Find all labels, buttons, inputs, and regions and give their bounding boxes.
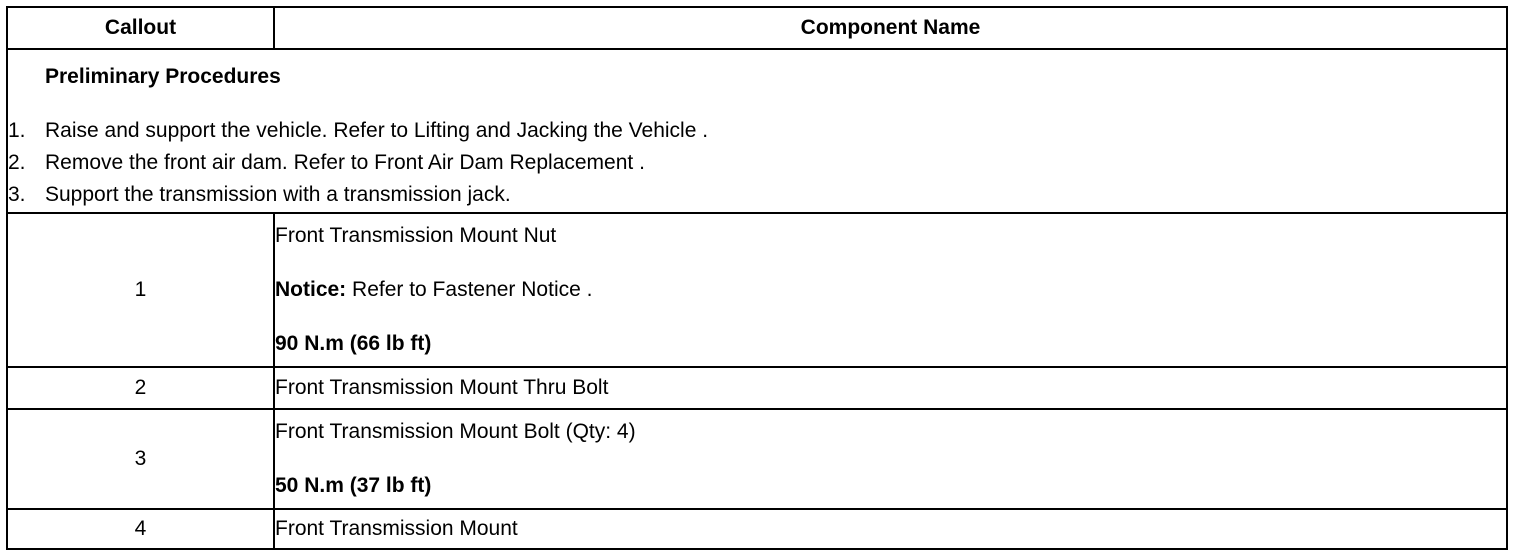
callout-cell: 2 [7,367,274,409]
step-text: Support the transmission with a transmission jack. [45,183,511,206]
preliminary-procedures [7,49,1507,213]
list-item [8,147,1506,179]
component-name: Front Transmission Mount [275,517,518,540]
step-text: Raise and support the vehicle. Refer to Lifting and Jacking the Vehicle . [45,119,709,142]
callout-cell: 3 [7,409,274,509]
torque-spec: 90 N.m (66 lb ft) [275,332,432,355]
notice-text: Refer to Fastener Notice . [346,278,593,301]
table-row [7,213,1507,367]
torque-spec: 50 N.m (37 lb ft) [275,474,432,497]
component-name: Front Transmission Mount Thru Bolt [275,376,609,399]
table-row [7,509,1507,549]
component-cell [274,213,1507,367]
component-name: Front Transmission Mount Nut [275,224,557,247]
component-cell [274,509,1507,549]
step-number: 1. [8,119,26,142]
preliminary-title: Preliminary Procedures [45,65,281,88]
notice [275,276,1506,304]
components-table [6,6,1508,550]
table-row [7,409,1507,509]
step-number: 2. [8,151,26,174]
preliminary-steps [8,115,1506,211]
table-header-row [7,7,1507,49]
table-row [7,367,1507,409]
callout-cell: 4 [7,509,274,549]
component-name-header: Component Name [274,7,1507,49]
step-text: Remove the front air dam. Refer to Front Air Dam Replacement . [45,151,645,174]
notice-label: Notice: [275,278,347,301]
component-cell [274,409,1507,509]
list-item [8,179,1506,211]
list-item [8,115,1506,147]
component-name: Front Transmission Mount Bolt (Qty: 4) [275,420,636,443]
preliminary-row [7,49,1507,213]
callout-cell: 1 [7,213,274,367]
component-cell [274,367,1507,409]
callout-header: Callout [7,7,274,49]
step-number: 3. [8,183,26,206]
